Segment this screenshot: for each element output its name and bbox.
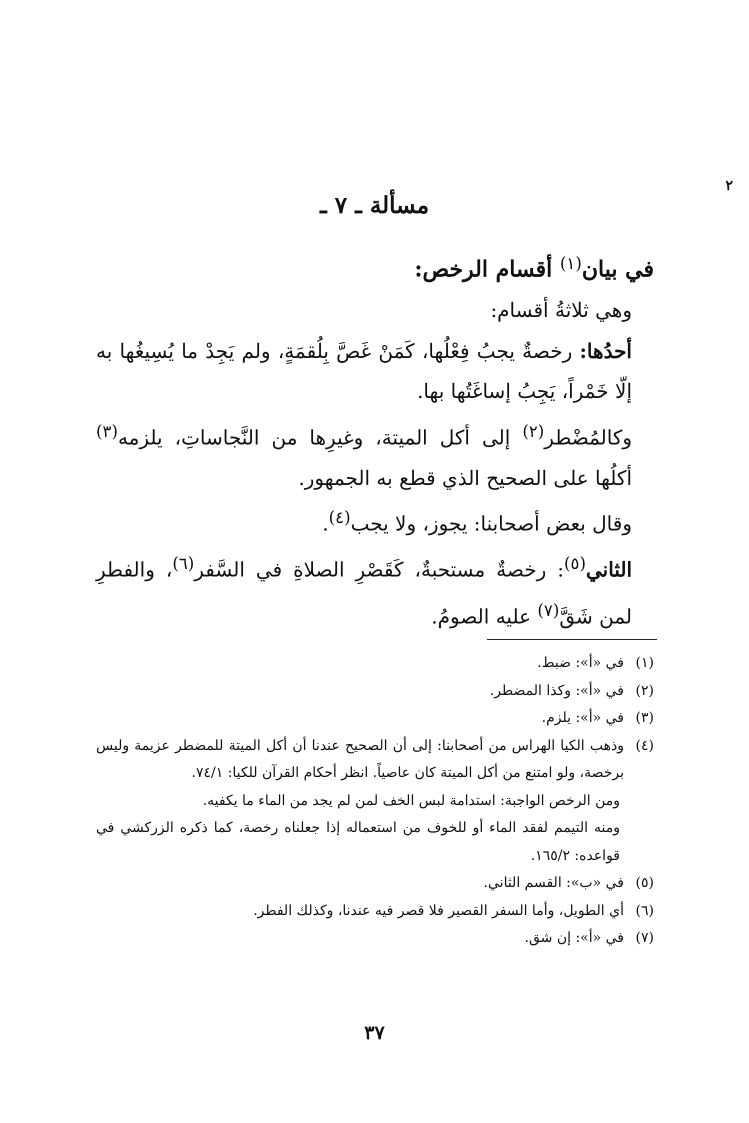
first-label: أحدُها: xyxy=(579,338,632,363)
footnote xyxy=(96,678,654,706)
second-category-paragraph xyxy=(96,544,654,636)
footnote-ref: (٦) xyxy=(172,554,195,574)
footnote-text: في «أ»: ضبط. xyxy=(537,655,624,671)
footnote-number: (٢) xyxy=(635,682,654,699)
page-number: ٣٧ xyxy=(364,1022,385,1044)
heading-lead: في بيان xyxy=(581,256,654,283)
mudtar-text-b: إلى أكل الميتة، وغيرِها من النَّجاساتِ، يلزمه xyxy=(117,425,523,450)
opinion-end: . xyxy=(322,511,329,536)
section-heading xyxy=(96,244,654,290)
intro-paragraph: وهي ثلاثةُ أقسام: xyxy=(490,298,632,323)
footnote-number: (٦) xyxy=(635,902,654,919)
footnote-ref: (٤) xyxy=(328,508,351,528)
first-category-paragraph xyxy=(96,331,654,412)
footnote-ref: (٧) xyxy=(537,600,560,620)
heading-rest: أقسام الرخص: xyxy=(414,256,560,283)
footnote xyxy=(96,733,654,788)
footnote-text: في «أ»: إن شق. xyxy=(524,930,624,946)
footnote-number: (٧) xyxy=(635,930,654,946)
footnote-text: في «أ»: يلزم. xyxy=(541,710,624,726)
mudtar-paragraph xyxy=(96,412,654,499)
second-body-c: عليه الصومُ. xyxy=(431,604,538,629)
opinion-paragraph xyxy=(96,498,654,544)
footnote-number: (٤) xyxy=(635,737,654,754)
chapter-title: مسألة ـ ٧ ـ xyxy=(319,192,430,219)
footnotes xyxy=(96,650,654,953)
footnote xyxy=(96,870,654,898)
footnote-number: (٣) xyxy=(635,710,654,726)
footnote-divider xyxy=(487,639,657,640)
second-body-a: : رخصةٌ مستحبةٌ، كَقَصْرِ الصلاةِ في السَّفر xyxy=(194,558,565,583)
main-text xyxy=(96,244,654,637)
corner-mark: ٢ xyxy=(725,178,733,194)
footnote xyxy=(96,898,654,926)
mudtar-text-a: وكالمُضْطر xyxy=(544,425,632,450)
footnote-continuation: ومنه التيمم لفقد الماء أو للخوف من استعماله إذا جعلناه رخصة، كما ذكره الزركشي في قواعده: ١٦٥/٢. xyxy=(96,820,620,864)
footnote-text: وذهب الكيا الهراس من أصحابنا: إلى أن الصحيح عندنا أن أكل الميتة للمضطر عزيمة وليس برخصة، ولو امتنع من أكل الميتة كان عاصياً. انظر أحكام القرآن للكيا: ٧٤/١. xyxy=(96,737,624,781)
second-body-b: ، والفطرِ لمن شَقَّ xyxy=(96,558,632,629)
footnote xyxy=(96,650,654,678)
footnote-ref: (٣) xyxy=(96,421,118,441)
footnote-continuation: ومن الرخص الواجبة: استدامة لبس الخف لمن لم يجد من الماء ما يكفيه. xyxy=(202,792,620,809)
footnote-number: (١) xyxy=(635,655,654,671)
footnote-text: أي الطويل، وأما السفر القصير فلا قصر فيه عندنا، وكذلك الفطر. xyxy=(253,902,624,919)
first-text: رخصةٌ يجبُ فِعْلُها، كَمَنْ غَصَّ بِلُقمَةٍ، ولم يَجِدْ ما يُسِيغُها به إلّا خَمْراً، يَجِبُ إساغَتُها بها. xyxy=(96,338,632,404)
opinion-text: وقال بعض أصحابنا: يجوز، ولا يجب xyxy=(350,511,632,536)
second-label: الثاني xyxy=(585,558,632,583)
footnote xyxy=(96,925,654,953)
mudtar-text-c: أكلُها على الصحيح الذي قطع به الجمهور. xyxy=(298,465,632,490)
footnote-text: في «ب»: القسم الثاني. xyxy=(483,875,624,891)
footnote-ref: (٥) xyxy=(564,554,586,574)
footnote-ref: (٢) xyxy=(522,421,545,441)
footnote-ref: (١) xyxy=(559,254,582,273)
footnote-number: (٥) xyxy=(635,875,654,891)
footnote-text: في «أ»: وكذا المضطر. xyxy=(489,682,624,699)
footnote xyxy=(96,705,654,733)
